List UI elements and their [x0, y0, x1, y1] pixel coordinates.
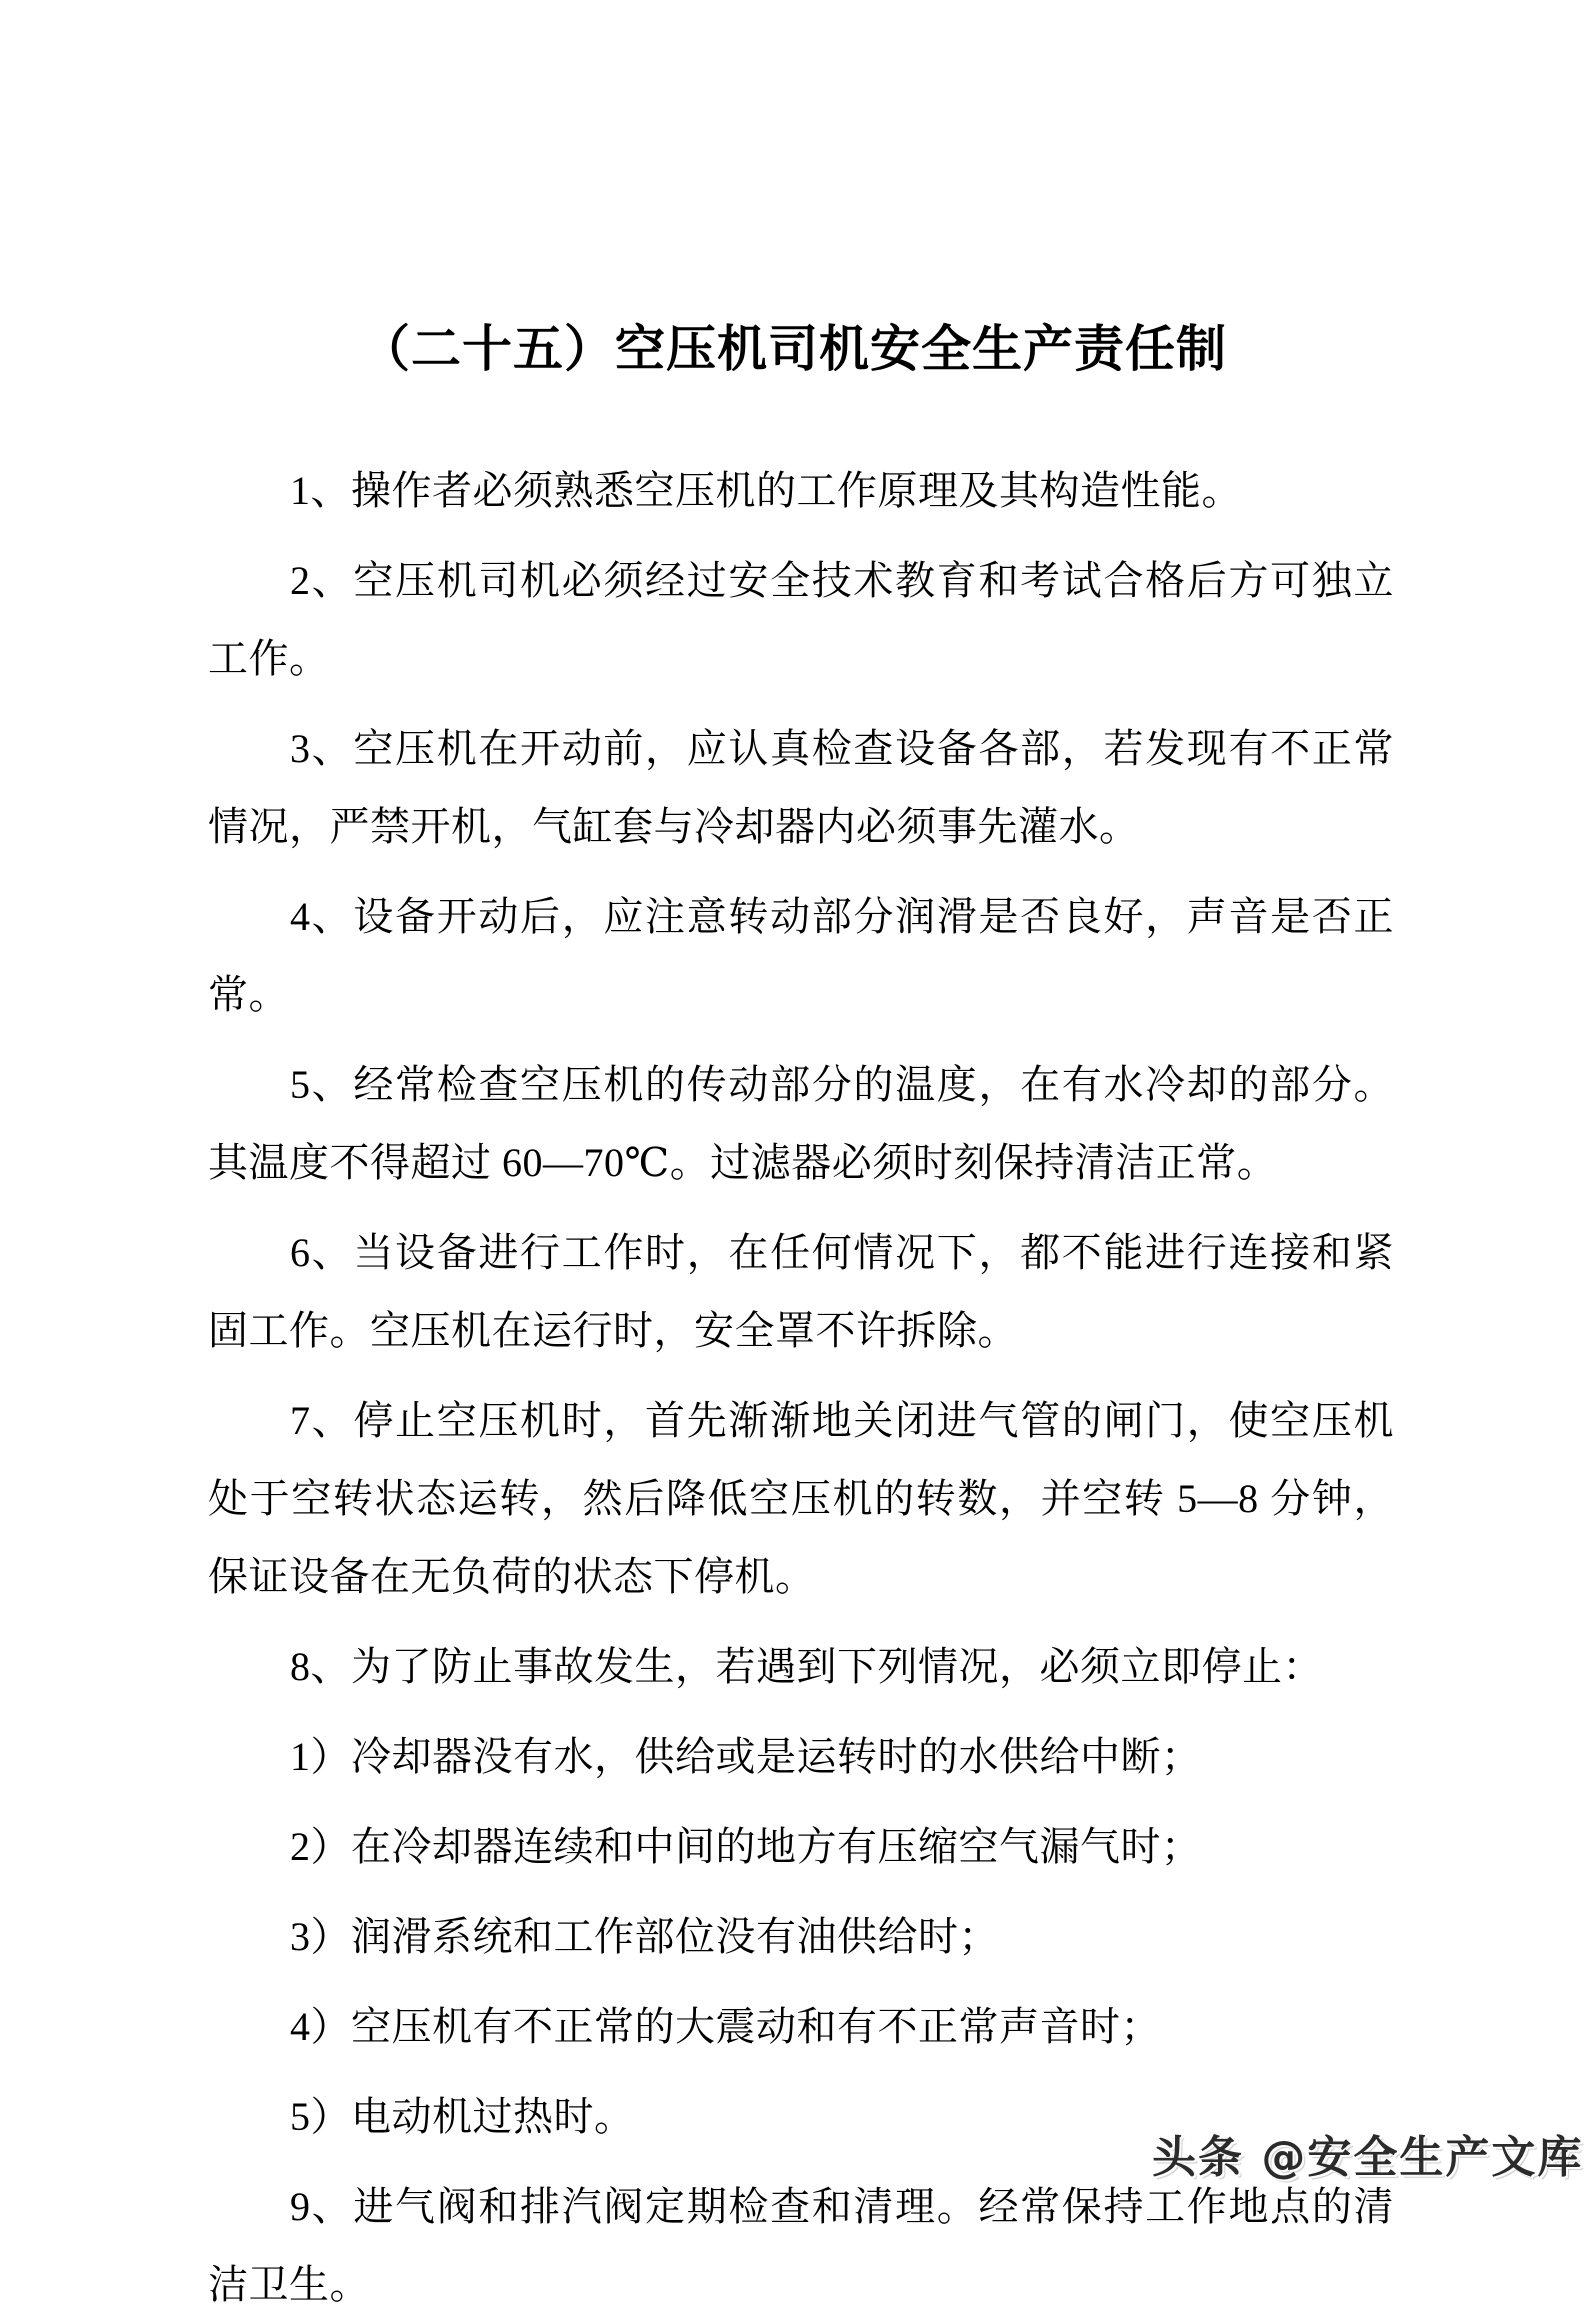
document-body [208, 452, 1394, 2324]
paragraph-sub-4: 4）空压机有不正常的大震动和有不正常声音时； [290, 2004, 1161, 2049]
paragraph-sub-5: 5）电动机过热时。 [290, 2094, 635, 2139]
paragraph-item-5: 5、经常检查空压机的传动部分的温度，在有水冷却的部分。其温度不得超过 60—70℃。过滤器必须时刻保持清洁正常。 [208, 1062, 1394, 1185]
paragraph-sub-3: 3）润滑系统和工作部位没有油供给时； [290, 1914, 999, 1959]
paragraph-item-7: 7、停止空压机时，首先渐渐地关闭进气管的闸门，使空压机处于空转状态运转，然后降低空压机的转数，并空转 5—8 分钟，保证设备在无负荷的状态下停机。 [208, 1398, 1394, 1599]
paragraph-item-9: 9、进气阀和排汽阀定期检查和清理。经常保持工作地点的清洁卫生。 [208, 2184, 1394, 2307]
paragraph-sub-2: 2）在冷却器连续和中间的地方有压缩空气漏气时； [290, 1824, 1202, 1869]
paragraph-item-1: 1、操作者必须熟悉空压机的工作原理及其构造性能。 [290, 468, 1242, 513]
paragraph-sub-1: 1）冷却器没有水，供给或是运转时的水供给中断； [290, 1734, 1202, 1779]
watermark-label: 头条 @安全生产文库 [1152, 2132, 1584, 2183]
paragraph-item-4: 4、设备开动后，应注意转动部分润滑是否良好，声音是否正常。 [208, 894, 1394, 1017]
page-title: （二十五）空压机司机安全生产责任制 [360, 319, 1227, 378]
paragraph-item-8: 8、为了防止事故发生，若遇到下列情况，必须立即停止： [290, 1644, 1323, 1689]
paragraph-item-6: 6、当设备进行工作时，在任何情况下，都不能进行连接和紧固工作。空压机在运行时，安全罩不许拆除。 [208, 1230, 1394, 1353]
paragraph-item-2: 2、空压机司机必须经过安全技术教育和考试合格后方可独立工作。 [208, 558, 1394, 681]
paragraph-item-3: 3、空压机在开动前，应认真检查设备各部，若发现有不正常情况，严禁开机，气缸套与冷却器内必须事先灌水。 [208, 726, 1394, 849]
